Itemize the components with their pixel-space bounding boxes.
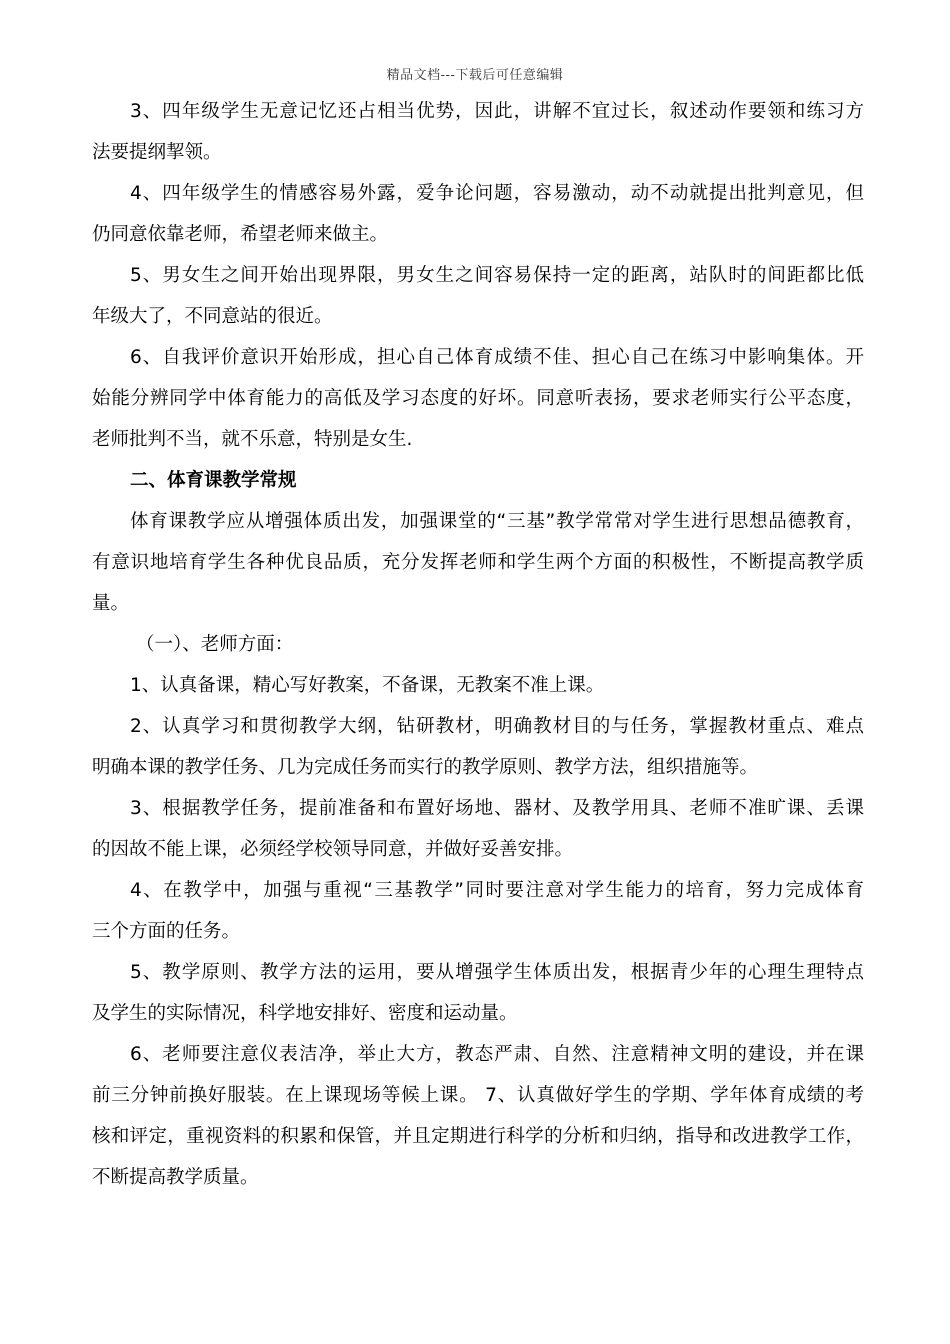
paragraph-line: 不断提高教学质量。: [92, 1167, 259, 1188]
paragraph-line: 年级大了，不同意站的很近。: [92, 306, 333, 327]
page-header: 精品文档---下载后可任意编辑: [386, 68, 564, 83]
paragraph-line: 4、四年级学生的情感容易外露，爱争论问题，容易激动，动不动就提出批判意见，但: [130, 183, 864, 204]
paragraph-line: 1、认真备课，精心写好教案，不备课，无教案不准上课。: [130, 675, 605, 696]
paragraph-line: 仍同意依靠老师，希望老师来做主。: [92, 224, 389, 245]
paragraph-line: 始能分辨同学中体育能力的高低及学习态度的好坏。同意听表扬，要求老师实行公平态度，: [92, 388, 864, 409]
paragraph-line: 量。: [92, 593, 130, 614]
paragraph-line: 明确本课的教学任务、几为完成任务而实行的教学原则、教学方法，组织措施等。: [92, 757, 759, 778]
paragraph-line: 2、认真学习和贯彻教学大纲，钻研教材，明确教材目的与任务，掌握教材重点、难点: [130, 716, 864, 737]
paragraph-line: 6、老师要注意仪表洁净，举止大方，教态严肃、自然、注意精神文明的建设，并在课: [130, 1044, 864, 1065]
subsection-heading: （一）、老师方面：: [136, 634, 294, 655]
paragraph-line: 体育课教学应从增强体质出发，加强课堂的“三基”教学常常对学生进行思想品德教育，: [130, 511, 864, 532]
paragraph-line: 法要提纲挈领。: [92, 142, 222, 163]
paragraph-line: 的因故不能上课，必须经学校领导同意，并做好妥善安排。: [92, 839, 574, 860]
paragraph-line: 3、根据教学任务，提前准备和布置好场地、器材、及教学用具、老师不准旷课、丢课: [130, 798, 864, 819]
paragraph-line: 老师批判不当，就不乐意，特别是女生.: [92, 429, 413, 450]
paragraph-line: 三个方面的任务。: [92, 921, 241, 942]
paragraph-line: 前三分钟前换好服装。在上课现场等候上课。 7、认真做好学生的学期、学年体育成绩的考: [92, 1085, 864, 1106]
section-heading: 二、体育课教学常规: [130, 470, 297, 491]
paragraph-line: 5、教学原则、教学方法的运用，要从增强学生体质出发，根据青少年的心理生理特点: [130, 962, 864, 983]
paragraph-line: 核和评定，重视资料的积累和保管，并且定期进行科学的分析和归纳，指导和改进教学工作，: [92, 1126, 864, 1147]
paragraph-line: 4、在教学中，加强与重视“三基教学”同时要注意对学生能力的培育，努力完成体育: [130, 880, 864, 901]
paragraph-line: 及学生的实际情况，科学地安排好、密度和运动量。: [92, 1003, 518, 1024]
paragraph-line: 有意识地培育学生各种优良品质，充分发挥老师和学生两个方面的积极性，不断提高教学质: [92, 552, 864, 573]
paragraph-line: 6、自我评价意识开始形成，担心自己体育成绩不佳、担心自己在练习中影响集体。开: [130, 347, 864, 368]
document-body: [92, 96, 864, 1203]
paragraph-line: 5、男女生之间开始出现界限，男女生之间容易保持一定的距离，站队时的间距都比低: [130, 265, 864, 286]
paragraph-line: 3、四年级学生无意记忆还占相当优势，因此，讲解不宜过长，叙述动作要领和练习方: [130, 101, 864, 122]
